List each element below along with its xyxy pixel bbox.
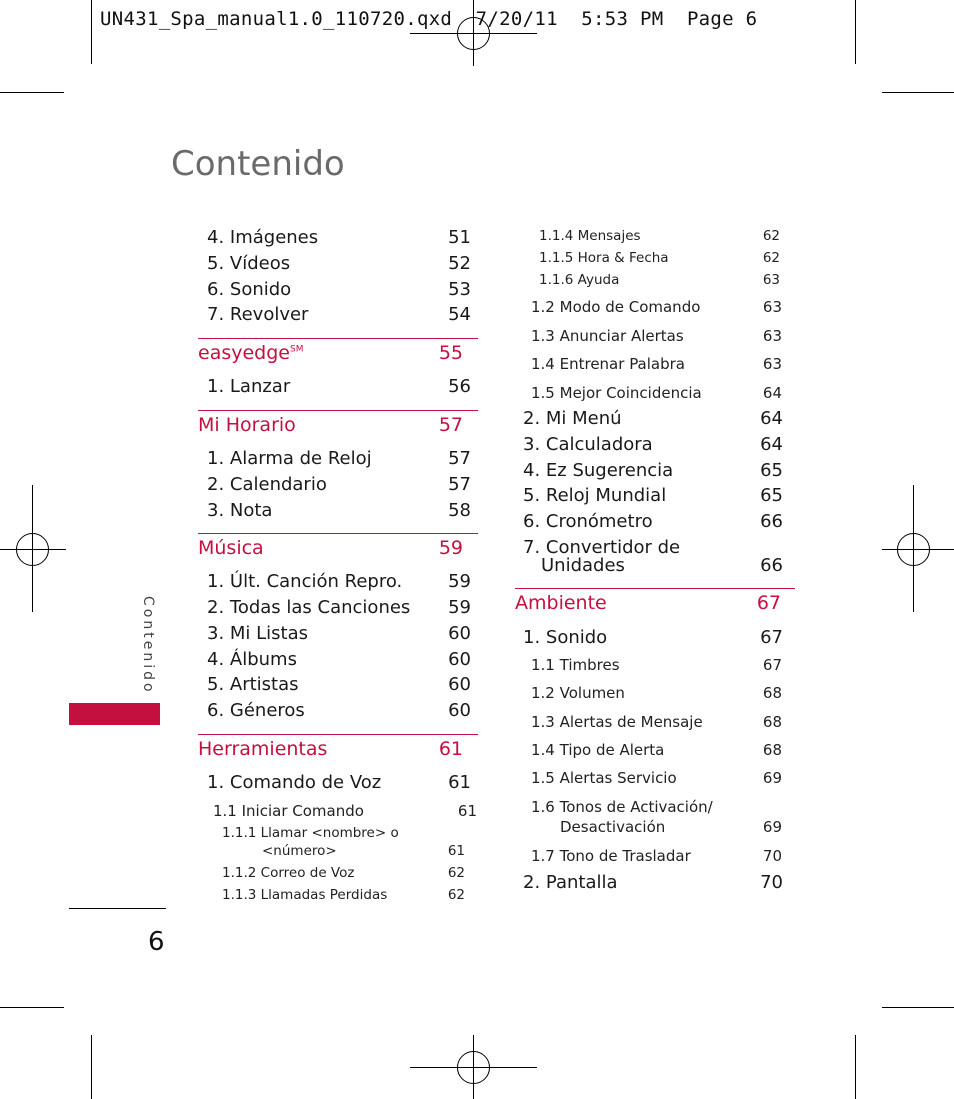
crop-mark (91, 0, 92, 64)
section-divider (198, 338, 478, 339)
side-tab-label: Contenido (140, 596, 156, 695)
registration-circle (897, 533, 930, 566)
crop-mark (882, 1007, 954, 1008)
section-divider (198, 533, 478, 534)
crop-mark (0, 92, 64, 93)
crop-mark (855, 0, 856, 64)
footer-rule (69, 908, 166, 909)
page-number: 6 (148, 927, 165, 957)
crop-mark (855, 1035, 856, 1099)
crop-mark (882, 92, 954, 93)
section-divider (515, 588, 795, 589)
section-divider (198, 410, 478, 411)
page-title: Contenido (171, 144, 345, 184)
print-slug: UN431_Spa_manual1.0_110720.qxd 7/20/11 5:53 PM Page 6 (100, 8, 758, 30)
registration-circle (16, 533, 49, 566)
crop-mark (91, 1035, 92, 1099)
section-divider (198, 734, 478, 735)
crop-mark (0, 1007, 64, 1008)
side-tab-bar (69, 703, 160, 725)
registration-circle (457, 1051, 490, 1084)
